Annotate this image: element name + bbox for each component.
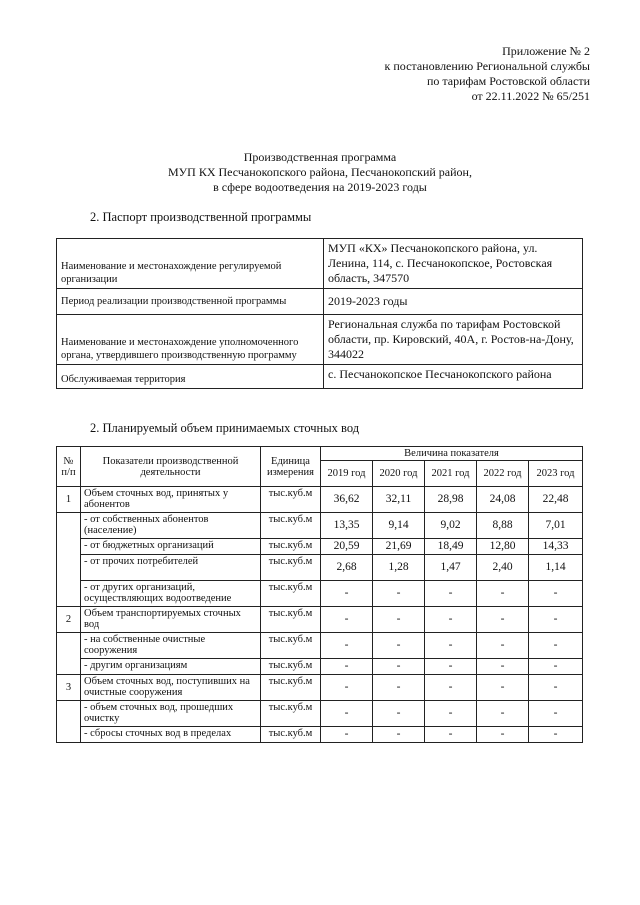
passport-value: 2019-2023 годы bbox=[324, 289, 583, 315]
row-number-empty bbox=[57, 701, 81, 743]
value-cell: - bbox=[373, 727, 425, 743]
value-cell: - bbox=[373, 659, 425, 675]
value-cell: - bbox=[321, 581, 373, 607]
value-cell: 28,98 bbox=[425, 487, 477, 513]
value-cell: 2,68 bbox=[321, 555, 373, 581]
passport-label: Наименование и местонахождение уполномоченного органа, утвердившего производственную программу bbox=[57, 315, 324, 365]
value-cell: - bbox=[321, 659, 373, 675]
value-cell: 9,14 bbox=[373, 513, 425, 539]
table-row bbox=[57, 659, 583, 675]
value-cell: - bbox=[425, 581, 477, 607]
value-cell: - bbox=[529, 701, 583, 727]
indicator-name: - от других организаций, осуществляющих водоотведение bbox=[81, 581, 261, 607]
value-cell: 21,69 bbox=[373, 539, 425, 555]
unit-cell: тыс.куб.м bbox=[261, 487, 321, 513]
value-cell: 12,80 bbox=[477, 539, 529, 555]
value-cell: - bbox=[477, 701, 529, 727]
value-cell: 32,11 bbox=[373, 487, 425, 513]
value-cell: - bbox=[477, 675, 529, 701]
passport-value: МУП «КХ» Песчанокопского района, ул. Ленина, 114, с. Песчанокопское, Ростовская область, 347570 bbox=[324, 239, 583, 289]
indicator-name: - объем сточных вод, прошедших очистку bbox=[81, 701, 261, 727]
value-cell: 9,02 bbox=[425, 513, 477, 539]
value-cell: - bbox=[529, 633, 583, 659]
value-cell: - bbox=[477, 633, 529, 659]
row-number: 1 bbox=[57, 487, 81, 513]
table-row bbox=[57, 539, 583, 555]
value-cell: - bbox=[321, 727, 373, 743]
col-header-year: 2023 год bbox=[529, 461, 583, 487]
unit-cell: тыс.куб.м bbox=[261, 701, 321, 727]
col-header-value: Величина показателя bbox=[321, 447, 583, 461]
table-row bbox=[57, 581, 583, 607]
indicator-name: - другим организациям bbox=[81, 659, 261, 675]
value-cell: - bbox=[425, 727, 477, 743]
col-header-year: 2020 год bbox=[373, 461, 425, 487]
value-cell: 1,14 bbox=[529, 555, 583, 581]
value-cell: 36,62 bbox=[321, 487, 373, 513]
value-cell: - bbox=[373, 633, 425, 659]
table-row bbox=[57, 701, 583, 727]
appendix-line-1: Приложение № 2 bbox=[502, 44, 590, 58]
value-cell: - bbox=[321, 633, 373, 659]
value-cell: 24,08 bbox=[477, 487, 529, 513]
col-header-no: № п/п bbox=[57, 447, 81, 487]
value-cell: 22,48 bbox=[529, 487, 583, 513]
value-cell: - bbox=[529, 607, 583, 633]
value-cell: - bbox=[529, 727, 583, 743]
indicator-name: Объем транспортируемых сточных вод bbox=[81, 607, 261, 633]
table-row bbox=[57, 727, 583, 743]
unit-cell: тыс.куб.м bbox=[261, 727, 321, 743]
value-cell: - bbox=[425, 701, 477, 727]
indicator-name: - от бюджетных организаций bbox=[81, 539, 261, 555]
passport-label: Наименование и местонахождение регулируемой организации bbox=[57, 239, 324, 289]
unit-cell: тыс.куб.м bbox=[261, 581, 321, 607]
col-header-unit: Единица измерения bbox=[261, 447, 321, 487]
indicator-name: Объем сточных вод, поступивших на очистные сооружения bbox=[81, 675, 261, 701]
col-header-year: 2021 год bbox=[425, 461, 477, 487]
unit-cell: тыс.куб.м bbox=[261, 513, 321, 539]
value-cell: - bbox=[373, 581, 425, 607]
passport-value: с. Песчанокопское Песчанокопского района bbox=[324, 365, 583, 389]
appendix-line-3: по тарифам Ростовской области bbox=[426, 74, 590, 88]
indicator-name: - на собственные очистные сооружения bbox=[81, 633, 261, 659]
value-cell: - bbox=[373, 607, 425, 633]
unit-cell: тыс.куб.м bbox=[261, 539, 321, 555]
table-header-row bbox=[57, 447, 583, 461]
appendix-header bbox=[385, 44, 590, 104]
passport-row bbox=[57, 289, 583, 315]
value-cell: - bbox=[529, 675, 583, 701]
row-number: 2 bbox=[57, 607, 81, 633]
value-cell: - bbox=[529, 581, 583, 607]
value-cell: 8,88 bbox=[477, 513, 529, 539]
volume-table-body bbox=[57, 487, 583, 743]
table-row bbox=[57, 675, 583, 701]
indicator-name: - от собственных абонентов (население) bbox=[81, 513, 261, 539]
value-cell: - bbox=[529, 659, 583, 675]
title-line-1: Производственная программа bbox=[243, 150, 397, 164]
volume-table bbox=[56, 446, 583, 743]
value-cell: - bbox=[321, 701, 373, 727]
appendix-line-4: от 22.11.2022 № 65/251 bbox=[471, 89, 590, 103]
section-heading-volume: 2. Планируемый объем принимаемых сточных вод bbox=[90, 421, 360, 435]
passport-value: Региональная служба по тарифам Ростовской области, пр. Кировский, 40А, г. Ростов-на-Дону, 344022 bbox=[324, 315, 583, 365]
value-cell: 1,47 bbox=[425, 555, 477, 581]
unit-cell: тыс.куб.м bbox=[261, 607, 321, 633]
indicator-name: Объем сточных вод, принятых у абонентов bbox=[81, 487, 261, 513]
unit-cell: тыс.куб.м bbox=[261, 633, 321, 659]
row-number-empty bbox=[57, 513, 81, 607]
value-cell: 2,40 bbox=[477, 555, 529, 581]
indicator-name: - сбросы сточных вод в пределах bbox=[81, 727, 261, 743]
value-cell: - bbox=[373, 701, 425, 727]
col-header-year: 2019 год bbox=[321, 461, 373, 487]
value-cell: 20,59 bbox=[321, 539, 373, 555]
unit-cell: тыс.куб.м bbox=[261, 659, 321, 675]
col-header-year: 2022 год bbox=[477, 461, 529, 487]
value-cell: 14,33 bbox=[529, 539, 583, 555]
title-line-3: в сфере водоотведения на 2019-2023 годы bbox=[213, 180, 427, 194]
row-number-empty bbox=[57, 633, 81, 675]
value-cell: - bbox=[477, 659, 529, 675]
value-cell: 18,49 bbox=[425, 539, 477, 555]
title-line-2: МУП КХ Песчанокопского района, Песчанокопский район, bbox=[168, 165, 472, 179]
value-cell: - bbox=[477, 581, 529, 607]
table-row bbox=[57, 487, 583, 513]
passport-label: Период реализации производственной программы bbox=[57, 289, 324, 315]
value-cell: - bbox=[425, 607, 477, 633]
value-cell: - bbox=[425, 633, 477, 659]
passport-row bbox=[57, 365, 583, 389]
value-cell: - bbox=[425, 659, 477, 675]
appendix-line-2: к постановлению Региональной службы bbox=[384, 59, 590, 73]
passport-table bbox=[56, 238, 583, 389]
value-cell: - bbox=[425, 675, 477, 701]
passport-row bbox=[57, 239, 583, 289]
section-heading-passport: 2. Паспорт производственной программы bbox=[90, 210, 312, 224]
value-cell: 7,01 bbox=[529, 513, 583, 539]
value-cell: 13,35 bbox=[321, 513, 373, 539]
table-row bbox=[57, 633, 583, 659]
row-number: 3 bbox=[57, 675, 81, 701]
value-cell: - bbox=[373, 675, 425, 701]
unit-cell: тыс.куб.м bbox=[261, 675, 321, 701]
value-cell: - bbox=[321, 675, 373, 701]
table-row bbox=[57, 555, 583, 581]
value-cell: - bbox=[477, 607, 529, 633]
passport-label: Обслуживаемая территория bbox=[57, 365, 324, 389]
value-cell: - bbox=[321, 607, 373, 633]
passport-row bbox=[57, 315, 583, 365]
table-row bbox=[57, 513, 583, 539]
unit-cell: тыс.куб.м bbox=[261, 555, 321, 581]
value-cell: - bbox=[477, 727, 529, 743]
value-cell: 1,28 bbox=[373, 555, 425, 581]
table-row bbox=[57, 607, 583, 633]
indicator-name: - от прочих потребителей bbox=[81, 555, 261, 581]
col-header-indicator: Показатели производственной деятельности bbox=[81, 447, 261, 487]
document-title bbox=[0, 150, 640, 195]
